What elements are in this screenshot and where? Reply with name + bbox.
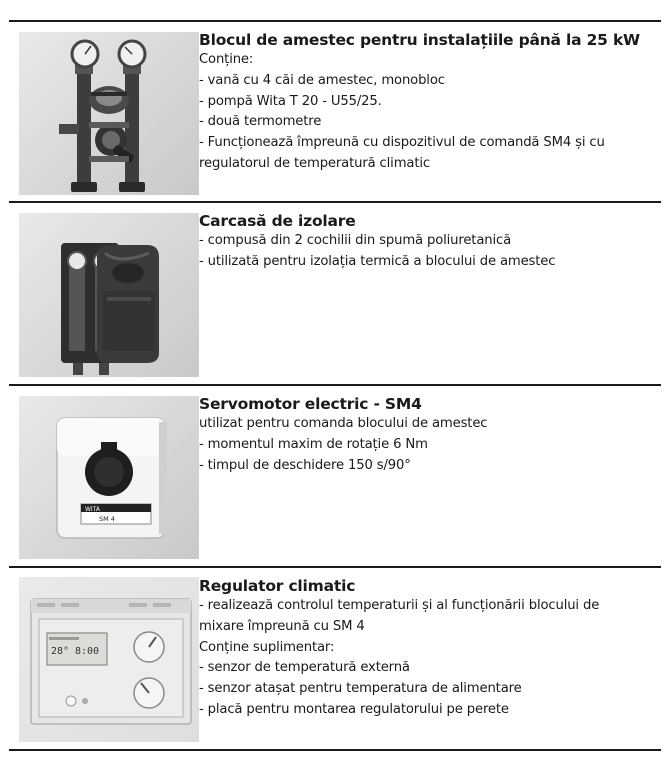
desc-line: - senzor atașat pentru temperatura de alimentare bbox=[199, 681, 522, 697]
desc-line: - momentul maxim de rotație 6 Nm bbox=[199, 436, 428, 452]
desc-line: - realizează controlul temperaturii și al funcționării blocului de bbox=[199, 598, 600, 613]
divider-bottom bbox=[9, 749, 661, 751]
climate-regulator-text bbox=[199, 576, 659, 721]
desc-line: Conține suplimentar: bbox=[199, 639, 335, 655]
desc-line: regulatorul de temperatură climatic bbox=[199, 155, 430, 171]
desc-line: utilizat pentru comanda blocului de amestec bbox=[199, 416, 488, 431]
section-title: Servomotor electric - SM4 bbox=[199, 395, 422, 413]
desc-line: - senzor de temperatură externă bbox=[199, 660, 410, 676]
insulation-housing-photo bbox=[19, 213, 199, 377]
desc-line: mixare împreună cu SM 4 bbox=[199, 618, 365, 634]
climate-regulator-photo bbox=[19, 577, 199, 742]
desc-line: - vană cu 4 căi de amestec, monobloc bbox=[199, 72, 445, 88]
section-insulation-housing bbox=[9, 203, 661, 384]
desc-line: - utilizată pentru izolația termică a blocului de amestec bbox=[199, 253, 556, 269]
section-climate-regulator bbox=[9, 568, 661, 749]
section-mixing-block bbox=[9, 22, 661, 201]
section-servomotor bbox=[9, 386, 661, 566]
device-model-label: SM 4 bbox=[99, 515, 115, 523]
section-title: Carcasă de izolare bbox=[199, 212, 356, 230]
desc-line: - compusă din 2 cochilii din spumă poliuretanică bbox=[199, 233, 512, 248]
section-title: Regulator climatic bbox=[199, 577, 356, 595]
desc-line: - timpul de deschidere 150 s/90° bbox=[199, 457, 411, 473]
display-time: 8:00 bbox=[75, 646, 100, 657]
desc-line: - pompă Wita T 20 - U55/25. bbox=[199, 93, 382, 109]
desc-line: - placă pentru montarea regulatorului pe perete bbox=[199, 701, 509, 717]
servomotor-photo bbox=[19, 396, 199, 559]
servomotor-text bbox=[199, 394, 659, 476]
desc-line: - Funcționează împreună cu dispozitivul de comandă SM4 și cu bbox=[199, 135, 605, 151]
desc-line: Conține: bbox=[199, 52, 254, 67]
section-title: Blocul de amestec pentru instalațiile până la 25 kW bbox=[199, 31, 640, 49]
insulation-housing-text bbox=[199, 211, 659, 273]
mixing-block-photo bbox=[19, 32, 199, 195]
mixing-block-text bbox=[199, 30, 659, 175]
device-brand-label: WITA bbox=[85, 506, 101, 513]
desc-line: - două termometre bbox=[199, 114, 322, 130]
display-temperature: 28° bbox=[51, 646, 70, 657]
